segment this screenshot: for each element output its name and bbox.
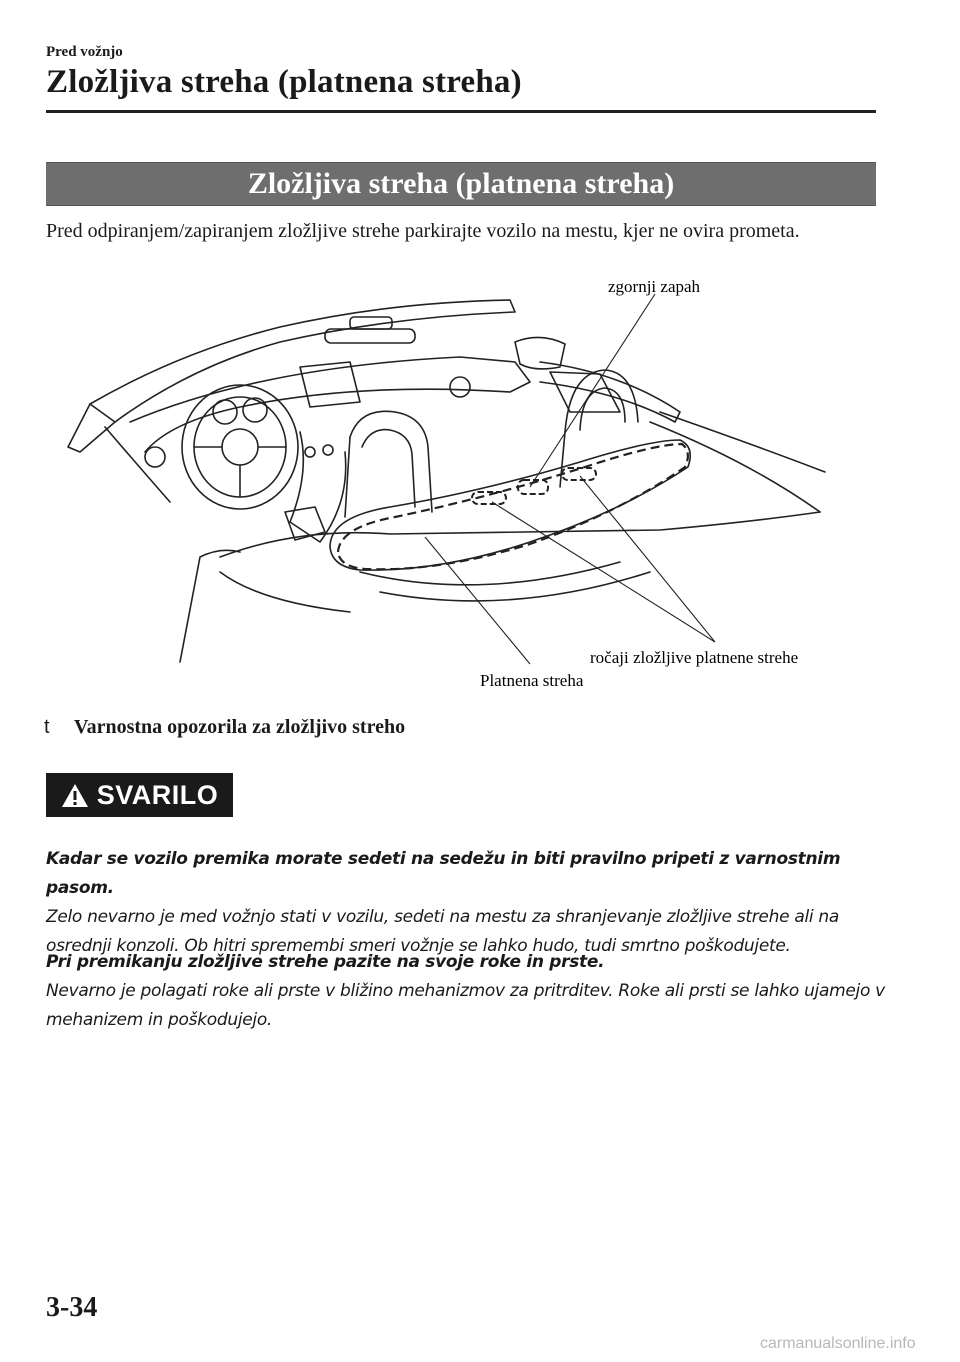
warning-item-1 (46, 845, 886, 961)
handle-right-dashed (562, 468, 596, 480)
label-top-latch: zgornji zapah (608, 277, 701, 296)
page-title: Zložljiva streha (platnena streha) (46, 64, 522, 100)
label-handles: ročaji zložljive platnene strehe (590, 648, 799, 667)
page-number: 3-34 (46, 1292, 98, 1323)
leader-lines (425, 294, 715, 664)
warning-item-2-body: Nevarno je polagati roke ali prste v bližino mehanizmov za pritrditev. Roke ali prsti se lahko ujamejo v mehanizem in poškodujejo. (46, 981, 885, 1030)
warning-item-2-heading: Pri premikanju zložljive strehe pazite na svoje roke in prste. (46, 952, 605, 972)
section-banner (46, 162, 876, 206)
label-soft-top: Platnena streha (480, 671, 584, 690)
subheading-bullet: t (44, 716, 50, 738)
subheading (44, 716, 405, 739)
subheading-text: Varnostna opozorila za zložljivo streho (74, 716, 406, 738)
section-banner-text: Zložljiva streha (platnena streha) (247, 167, 675, 200)
car-drawing (68, 300, 825, 662)
intro-paragraph: Pred odpiranjem/zapiranjem zložljive strehe parkirajte vozilo na mestu, kjer ne ovira prometa. (46, 220, 800, 242)
warning-triangle-icon (61, 783, 89, 808)
warning-label (46, 773, 233, 817)
watermark: carmanualsonline.info (760, 1335, 916, 1352)
running-head: Pred vožnjo (46, 44, 123, 60)
title-rule (46, 110, 876, 113)
warning-item-1-body: Zelo nevarno je med vožnjo stati v vozilu, sedeti na mestu za shranjevanje zložljive strehe ali na osrednji konzoli. Ob hitri spremembi smeri vožnje se lahko hudo, tudi smrtno poškodujete. (46, 907, 839, 956)
warning-item-1-heading: Kadar se vozilo premika morate sedeti na sedežu in biti pravilno pripeti z varnostnim pasom. (46, 849, 841, 898)
warning-item-2 (46, 948, 886, 1035)
warning-label-text: SVARILO (96, 779, 219, 810)
convertible-illustration (60, 272, 880, 697)
